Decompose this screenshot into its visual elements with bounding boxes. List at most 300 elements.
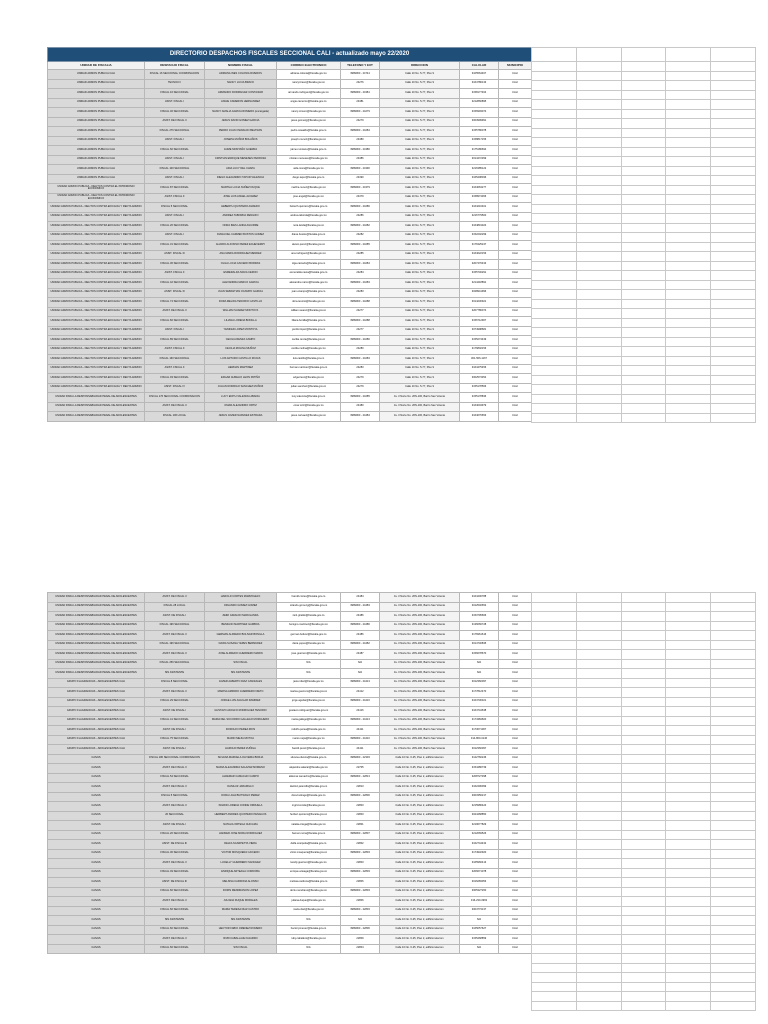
grid-row [532, 716, 756, 726]
grid-cell [621, 1001, 666, 1011]
table-cell: 24487 [341, 650, 380, 660]
grid-cell [576, 944, 621, 954]
grid-cell [711, 659, 756, 669]
table-cell: 3176325247 [460, 241, 499, 251]
table-row [48, 89, 532, 99]
grid-cell [532, 185, 577, 195]
table-row [48, 203, 532, 213]
grid-cell [666, 650, 711, 660]
grid-row [532, 109, 756, 119]
table-cell: Calle 10 No. 5-77, Piso 9 [380, 136, 460, 146]
grid-row [532, 963, 756, 973]
table-row [48, 849, 532, 859]
table-cell: yenifer.lopez@fiscalia.gov.co [277, 326, 341, 336]
directory-table-bottom [47, 592, 532, 954]
grid-cell [711, 223, 756, 233]
grid-cell [666, 783, 711, 793]
table-row [48, 754, 532, 764]
table-cell: FISCAL 28 LOCAL [145, 602, 205, 612]
table-cell: orlando.gomezg@fiscalia.gov.co [277, 602, 341, 612]
grid-cell [532, 157, 577, 167]
table-row [48, 897, 532, 907]
grid-cell [621, 897, 666, 907]
table-cell: alexandra.marco@fiscalia.gov.co [277, 279, 341, 289]
table-cell: 24484 [341, 593, 380, 603]
table-cell: 3155178836 [460, 393, 499, 403]
table-cell: jose.angel@fiscalia.gov.co [277, 193, 341, 203]
table-cell: 20 SECCIONAL [145, 811, 205, 821]
table-cell: ASIST. FISCAL I [145, 136, 205, 146]
grid-cell [621, 887, 666, 897]
grid-cell [666, 726, 711, 736]
grid-cell [576, 621, 621, 631]
table-row [48, 935, 532, 945]
table-cell: william.suarez@fiscalia.gov.co [277, 307, 341, 317]
grid-cell [666, 593, 711, 603]
table-cell: 24279 [341, 383, 380, 393]
grid-cell [532, 621, 577, 631]
table-cell: MARIA TERESA DIAZ CASTRO [205, 906, 277, 916]
grid-row [532, 612, 756, 622]
grid-cell [532, 280, 577, 290]
grid-row [532, 356, 756, 366]
table-cell: UNIDAD PARA LA RESPONSABILIDAD PENAL DE ADOLESCENTES [48, 669, 145, 679]
grid-cell [532, 735, 577, 745]
grid-cell [621, 214, 666, 224]
table-row [48, 707, 532, 717]
table-cell: 3164730321 [460, 697, 499, 707]
table-cell: 3989960 - 24744 [341, 70, 380, 80]
table-cell: CECILIA RENZA CAMPO [205, 336, 277, 346]
table-cell: 3212669526 [460, 830, 499, 840]
table-cell: ASIST. DE FISCAL II [145, 307, 205, 317]
grid-row [532, 897, 756, 907]
grid-cell [576, 280, 621, 290]
grid-cell [711, 375, 756, 385]
grid-cell [621, 62, 666, 72]
table-cell: 3989960 - 24288 [341, 298, 380, 308]
table-cell: 3136666728 [460, 621, 499, 631]
grid-cell [666, 214, 711, 224]
grid-cell [621, 612, 666, 622]
grid-cell [711, 62, 756, 72]
grid-cell [576, 821, 621, 831]
table-cell: FISCAL 60 SECCIONAL [145, 925, 205, 935]
table-cell: JESUS JAVIER NARVAEZ ESTRADA [205, 412, 277, 422]
table-cell: cristian.meneses@fiscalia.gov.co [277, 155, 341, 165]
grid-cell [576, 868, 621, 878]
table-cell: CAIVAS [48, 878, 145, 888]
table-cell: CALI [499, 792, 532, 802]
table-row [48, 650, 532, 660]
table-cell: UNIDAD ADMON PUBLICA - DELITOS CONTRA EFICACIA Y RECTA ADMON [48, 260, 145, 270]
table-cell: diana.bustos@fiscalia.gov.co [277, 231, 341, 241]
grid-row [532, 252, 756, 262]
table-cell: 3162496099 [460, 783, 499, 793]
table-cell: Av. 3 Norte No. 26N-100, Barrio San Vicente [380, 688, 460, 698]
table-cell: 24283 [341, 288, 380, 298]
table-cell: HERBERT ANDRES QUINTERO PENAGOS [205, 811, 277, 821]
table-cell: ingrid.conde@fiscalia.gov.co [277, 802, 341, 812]
grid-cell [532, 773, 577, 783]
grid-cell [576, 669, 621, 679]
grid-cell [576, 166, 621, 176]
table-cell: victor.mosquera@fiscalia.gov.co [277, 849, 341, 859]
grid-cell [711, 602, 756, 612]
table-row [48, 108, 532, 118]
grid-cell [621, 271, 666, 281]
table-cell: Av. 3 Norte No. 26N-100, Barrio San Vicente [380, 707, 460, 717]
grid-cell [621, 859, 666, 869]
grid-cell [711, 356, 756, 366]
table-cell: omar.ortiz@fiscalia.gov.co [277, 402, 341, 412]
grid-row [532, 811, 756, 821]
table-row [48, 345, 532, 355]
grid-cell [621, 811, 666, 821]
table-cell: ASIST. FISCAL III [145, 250, 205, 260]
grid-cell [711, 897, 756, 907]
table-cell: DIANA DEL CARMEN BUSTOS GOMEZ [205, 231, 277, 241]
grid-cell [576, 631, 621, 641]
table-cell: ASIST. FISCAL I [145, 231, 205, 241]
table-cell: 3989960 - 24483 [341, 602, 380, 612]
table-cell: FISCAL 66 SECCIONAL [145, 906, 205, 916]
grid-cell [666, 147, 711, 157]
grid-cell [666, 916, 711, 926]
grid-cell [621, 764, 666, 774]
grid-cell [576, 71, 621, 81]
grid-row [532, 100, 756, 110]
table-row [48, 944, 532, 954]
grid-cell [532, 90, 577, 100]
table-cell: cecilia.renza@fiscalia.gov.co [277, 336, 341, 346]
table-cell: 24412 [341, 688, 380, 698]
table-cell: 24282 [341, 231, 380, 241]
table-cell: 3208727398 [460, 773, 499, 783]
table-cell: FISCAL 16 SECCIONAL [145, 89, 205, 99]
grid-cell [621, 697, 666, 707]
table-cell: 24390 [341, 174, 380, 184]
table-cell: 22705 [341, 764, 380, 774]
table-cell: CALI [499, 89, 532, 99]
table-cell: mario.mejia@fiscalia.gov.co [277, 735, 341, 745]
table-cell: HECTOR FABIO JIMENEZ ROMERO [205, 925, 277, 935]
table-cell: SIN ASISTENTE [145, 669, 205, 679]
table-cell: CALI [499, 136, 532, 146]
grid-cell [711, 242, 756, 252]
table-cell: 3989960 - 22803 [341, 849, 380, 859]
grid-cell [621, 954, 666, 964]
table-cell: UNIDAD ADMON PUBLICA - DELITOS CONTRA EFICACIA Y RECTA ADMON [48, 364, 145, 374]
grid-cell [576, 347, 621, 357]
table-cell: 3164216401 [460, 203, 499, 213]
table-row [48, 621, 532, 631]
grid-cell [576, 697, 621, 707]
table-cell: 3105564467 [460, 70, 499, 80]
table-cell: CALI [499, 79, 532, 89]
grid-cell [666, 821, 711, 831]
grid-cell [532, 697, 577, 707]
table-cell: Calle 10 No. 6-25, Piso 2, edificio telecom [380, 754, 460, 764]
table-cell: andrea.taborda@fiscalia.gov.co [277, 212, 341, 222]
grid-cell [621, 328, 666, 338]
grid-cell [576, 878, 621, 888]
grid-row [532, 328, 756, 338]
grid-cell [621, 90, 666, 100]
grid-cell [666, 887, 711, 897]
grid-cell [711, 954, 756, 964]
grid-cell [666, 840, 711, 850]
grid-cell [711, 726, 756, 736]
grid-row [532, 992, 756, 1002]
table-cell: ADRIANA INES COLONIA RIVEROS [205, 70, 277, 80]
grid-cell [621, 100, 666, 110]
header-cell: CALULAR [460, 62, 499, 70]
table-row [48, 241, 532, 251]
directory-table-top [47, 47, 532, 422]
table-cell: N/A [460, 916, 499, 926]
grid-row [532, 90, 756, 100]
table-cell: Av. 3 Norte No. 26N-100, Barrio San Vicente [380, 716, 460, 726]
grid-cell [621, 337, 666, 347]
grid-cell [576, 309, 621, 319]
table-row [48, 669, 532, 679]
grid-row [532, 773, 756, 783]
table-cell: ASIST. DE FISCAL II [145, 859, 205, 869]
table-cell: CALI [499, 897, 532, 907]
table-cell: 3155746291 [460, 269, 499, 279]
table-cell: 3989960 - 24279 [341, 108, 380, 118]
table-cell: lucelly.guerrero@fiscalia.gov.co [277, 859, 341, 869]
grid-cell [711, 214, 756, 224]
table-cell: CALI [499, 697, 532, 707]
grid-cell [576, 593, 621, 603]
grid-row [532, 71, 756, 81]
table-cell: 24279 [341, 117, 380, 127]
table-cell: 3165408036 [460, 174, 499, 184]
table-cell: Calle 10 No. 5-77, Piso 9 [380, 155, 460, 165]
table-cell: ASIST. DE FISCAL II [145, 935, 205, 945]
table-cell: juan.ocampo@fiscalia.gov.co [277, 288, 341, 298]
table-cell: 3162744432 [460, 840, 499, 850]
table-cell: 3989960 - 24486 [341, 621, 380, 631]
grid-row [532, 290, 756, 300]
table-cell: ASIST. FISCAL I [145, 98, 205, 108]
grid-cell [711, 707, 756, 717]
grid-cell [532, 897, 577, 907]
grid-cell [621, 944, 666, 954]
table-cell: zeiri.giraldo@fiscalia.gov.co [277, 612, 341, 622]
table-cell: 3153795666 [460, 612, 499, 622]
grid-cell [666, 963, 711, 973]
table-cell: Calle 10 No. 6-25, Piso 2, edificio telecom [380, 868, 460, 878]
table-cell: Calle 10 No. 6-25, Piso 2, edificio telecom [380, 802, 460, 812]
grid-cell [666, 90, 711, 100]
grid-cell [532, 48, 577, 62]
grid-cell [621, 640, 666, 650]
table-cell: 3158974366 [460, 193, 499, 203]
table-cell: Av. 3 Norte No. 26N-100, Barrio San Vicente [380, 659, 460, 669]
grid-cell [666, 830, 711, 840]
grid-cell [621, 688, 666, 698]
grid-cell [532, 166, 577, 176]
grid-cell [711, 71, 756, 81]
grid-cell [711, 290, 756, 300]
table-cell: Calle 10 No. 5-77, Piso 9 [380, 241, 460, 251]
table-cell: Calle 10 No. 6-25, Piso 2, edificio telecom [380, 916, 460, 926]
grid-cell [532, 62, 577, 72]
grid-cell [666, 697, 711, 707]
table-cell: martha.nunez@fiscalia.gov.co [277, 184, 341, 194]
grid-cell [711, 830, 756, 840]
table-row [48, 222, 532, 232]
table-cell: 3122760246 [460, 754, 499, 764]
table-cell: rodolfo.perea@fiscalia.gov.co [277, 726, 341, 736]
grid-cell [621, 783, 666, 793]
table-cell: 24277 [341, 326, 380, 336]
grid-row [532, 1001, 756, 1011]
table-row [48, 878, 532, 888]
table-cell: 24284 [341, 269, 380, 279]
table-row [48, 307, 532, 317]
table-row [48, 830, 532, 840]
grid-cell [621, 356, 666, 366]
grid-row [532, 62, 756, 72]
table-cell: 3164786133 [460, 79, 499, 89]
table-cell: ASIST. DE FISCAL I [145, 821, 205, 831]
grid-cell [666, 233, 711, 243]
grid-cell [532, 745, 577, 755]
table-cell: CAIVAS [48, 754, 145, 764]
grid-cell [532, 792, 577, 802]
table-cell: HAROLD CORTES MARMOLEJO [205, 593, 277, 603]
table-cell: 3212866895 [460, 98, 499, 108]
grid-cell [532, 290, 577, 300]
table-cell: 24276 [341, 79, 380, 89]
grid-cell [532, 631, 577, 641]
table-cell: JAIME MONTAÑO GUERRA [205, 146, 277, 156]
table-cell: SIN ASISTENTE [145, 916, 205, 926]
table-cell: 3214418891 [460, 279, 499, 289]
grid-cell [666, 242, 711, 252]
grid-cell [666, 366, 711, 376]
grid-row [532, 318, 756, 328]
table-cell: CALI [499, 212, 532, 222]
table-cell: adriana.colonia@fiscalia.gov.co [277, 70, 341, 80]
grid-cell [666, 982, 711, 992]
table-cell: 3989960 - 22803 [341, 868, 380, 878]
table-cell: jose.guerrero@fiscalia.gov.co [277, 650, 341, 660]
table-cell: CAIVAS [48, 859, 145, 869]
table-cell: CALI [499, 241, 532, 251]
table-cell: Calle 10 No. 5-77, Piso 9 [380, 165, 460, 175]
table-cell: HAROLD PEREZ ZUÑIGA [205, 745, 277, 755]
grid-cell [711, 299, 756, 309]
table-cell: 22809 [341, 935, 380, 945]
table-cell: ANGIE CAMERON HERNANDEZ [205, 98, 277, 108]
table-cell: ASIST. DE FISCAL II [145, 783, 205, 793]
grid-cell [666, 859, 711, 869]
table-cell: CALI [499, 887, 532, 897]
table-cell: 3164475456 [460, 364, 499, 374]
grid-cell [532, 659, 577, 669]
table-cell: CAIVAS [48, 916, 145, 926]
grid-cell [711, 840, 756, 850]
table-cell: UNIDAD PARA LA RESPONSABILIDAD PENAL DE ADOLESCENTES [48, 640, 145, 650]
table-cell: MARIA DEL SOCORRO GALLEGO MORGUERO [205, 716, 277, 726]
grid-cell [621, 745, 666, 755]
table-cell: YENIFER LOPEZ MONTOYA [205, 326, 277, 336]
grid-cell [711, 128, 756, 138]
table-cell: N/A [277, 669, 341, 679]
table-cell: FISCAL 41 SECCIONAL [145, 716, 205, 726]
grid-cell [576, 764, 621, 774]
table-cell: ASIST. DE FISCAL III [145, 878, 205, 888]
grid-cell [576, 640, 621, 650]
grid-cell [576, 375, 621, 385]
table-cell: 24486 [341, 612, 380, 622]
table-row [48, 298, 532, 308]
grid-cell [532, 640, 577, 650]
table-cell: ANA MARIA RODRIGUEZ MENDEZ [205, 250, 277, 260]
grid-cell [666, 935, 711, 945]
table-cell: 301-506-1167 [460, 355, 499, 365]
table-cell: Av. 3 Norte No. 26N-100, Barrio San Vicente [380, 393, 460, 403]
table-cell: CAIVAS [48, 802, 145, 812]
grid-cell [576, 204, 621, 214]
table-cell: NATALIA ORTEGA CHICAIZA [205, 821, 277, 831]
table-row [48, 868, 532, 878]
table-cell: benigno.martinez@fiscalia.gov.co [277, 621, 341, 631]
table-cell: Av. 3 Norte No. 26N-100, Barrio San Vicente [380, 669, 460, 679]
table-cell: Calle 10 No. 5-77, Piso 9 [380, 250, 460, 260]
table-cell: 24280 [341, 345, 380, 355]
grid-row [532, 261, 756, 271]
table-cell: FISCAL 74 SECCIONAL [145, 298, 205, 308]
grid-cell [666, 356, 711, 366]
table-cell: 3174384600 [460, 716, 499, 726]
table-row [48, 887, 532, 897]
table-cell: PEDRO JUAN OSWALDO BELTRAN [205, 127, 277, 137]
table-cell: FISCAL 49 SECCIONAL [145, 868, 205, 878]
grid-cell [666, 309, 711, 319]
table-cell: 3176802156 [460, 345, 499, 355]
table-row [48, 773, 532, 783]
table-cell: UNIDAD ADMON PUBLICA - DELITOS CONTRA EFICACIA Y RECTA ADMON [48, 383, 145, 393]
table-cell: EDGAR AURELIO LEON PATIÑO [205, 374, 277, 384]
table-cell: 3155786078 [460, 127, 499, 137]
table-cell: CALI [499, 621, 532, 631]
grid-cell [711, 802, 756, 812]
grid-row [532, 982, 756, 992]
grid-cell [711, 404, 756, 414]
table-row [48, 821, 532, 831]
table-cell: 3989960 - 22813 [341, 773, 380, 783]
table-cell: 3989960 - 24288 [341, 317, 380, 327]
table-cell: Calle 10 No. 5-77, Piso 9 [380, 108, 460, 118]
table-cell: 24480 [341, 402, 380, 412]
grid-cell [711, 394, 756, 404]
table-cell: ANDREA TABORDA RENGIFO [205, 212, 277, 222]
table-row [48, 79, 532, 89]
grid-cell [621, 916, 666, 926]
table-cell: Calle 10 No. 5-77, Piso 9 [380, 345, 460, 355]
table-cell: FISCAL 46 SECCIONAL [145, 108, 205, 118]
directory-sheet-bottom [47, 592, 531, 954]
grid-cell [576, 233, 621, 243]
grid-cell [711, 90, 756, 100]
grid-row [532, 650, 756, 660]
